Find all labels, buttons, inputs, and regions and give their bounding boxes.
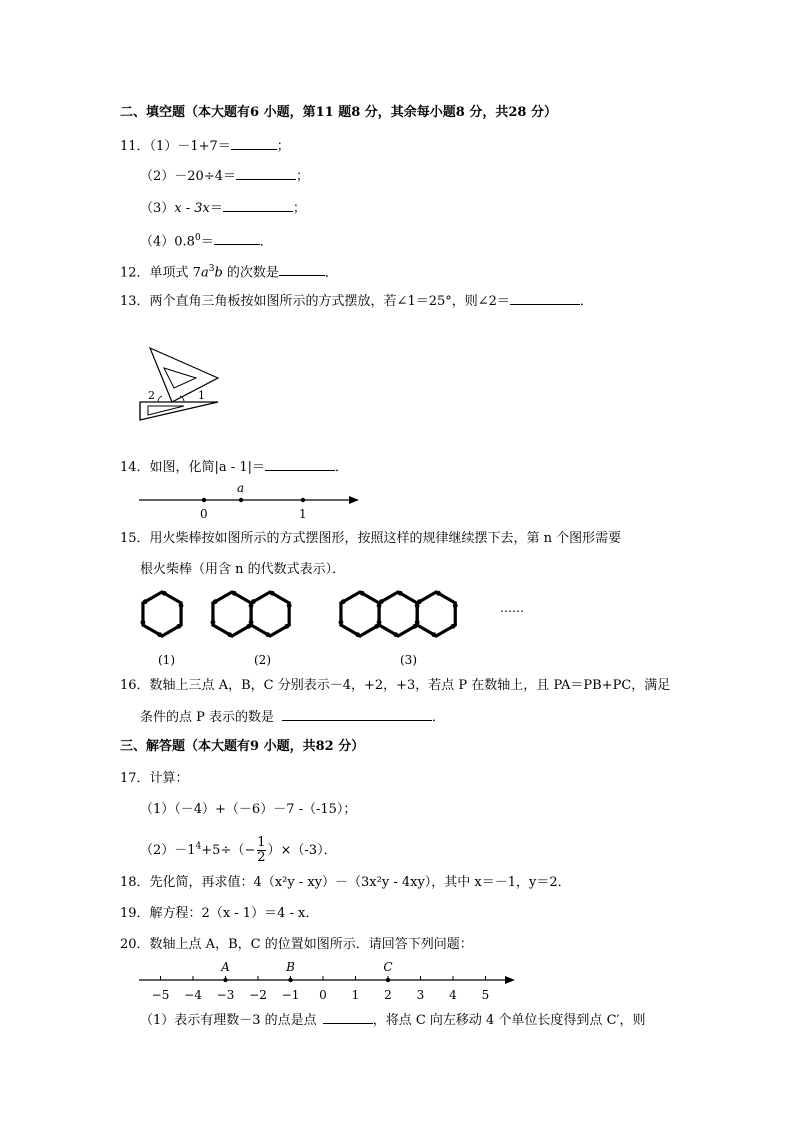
q20-text: 数轴上点 A，B，C 的位置如图所示．请回答下列问题： bbox=[149, 937, 473, 952]
upper-set-square-inner bbox=[164, 368, 196, 388]
q11-part3-eq: ＝ bbox=[209, 201, 223, 216]
fig-label-1: (1) bbox=[158, 653, 175, 667]
q11-part1-end: ； bbox=[276, 139, 290, 154]
q16-line1-text: 数轴上三点 A，B，C 分别表示－4，+2，+3，若点 P 在数轴上，且 PA＝PB+PC，满足 bbox=[149, 678, 671, 693]
matchstick-head bbox=[453, 603, 458, 608]
q20-part1-blank[interactable] bbox=[323, 1010, 373, 1024]
q20-number: 20． bbox=[120, 937, 150, 952]
q12-end: ． bbox=[324, 265, 338, 281]
q17-fraction-denominator: 2 bbox=[257, 850, 266, 865]
q11-part4-exponent: 0 bbox=[194, 233, 201, 243]
q20-point-label-a: A bbox=[221, 960, 230, 974]
matchstick-head bbox=[249, 620, 254, 625]
angle-2-arc bbox=[158, 396, 162, 402]
q11-part1 bbox=[120, 136, 290, 156]
q20-part1 bbox=[140, 1010, 645, 1030]
q20-tick-label: 2 bbox=[384, 988, 392, 1002]
q18-number: 18． bbox=[120, 875, 150, 890]
section-3-heading: 三、解答题（本大题有9 小题，共82 分） bbox=[120, 739, 365, 754]
matchstick-head bbox=[227, 632, 232, 637]
q12-text-a: 单项式 7 bbox=[149, 265, 201, 281]
q13-number: 13． bbox=[120, 294, 150, 309]
q17-text: 计算： bbox=[149, 771, 189, 786]
q19-text: 解方程：2（x - 1）＝4 - x． bbox=[149, 906, 319, 921]
matchstick-head bbox=[143, 599, 148, 604]
matchstick-head bbox=[379, 599, 384, 604]
q11-part2-text: （2）－20÷4＝ bbox=[140, 169, 236, 184]
angle-2-label: 2 bbox=[148, 389, 155, 402]
q11-part1-blank[interactable] bbox=[231, 136, 277, 150]
q17-part2-c: ）×（-3）． bbox=[267, 843, 337, 858]
q16-number: 16． bbox=[120, 678, 150, 693]
q11-part4 bbox=[140, 229, 273, 251]
q20-axis-arrow bbox=[505, 976, 515, 984]
matchstick-head bbox=[417, 599, 422, 604]
matchstick-hexagons bbox=[141, 591, 458, 637]
q17-part2-b: +5÷（− bbox=[201, 843, 256, 858]
q12-number: 12． bbox=[120, 265, 150, 281]
q11-part2-blank[interactable] bbox=[236, 166, 296, 180]
q11-part3-end: ； bbox=[292, 201, 306, 216]
q11-part2-end: ； bbox=[295, 169, 309, 184]
q15-matchstick-figures bbox=[128, 582, 548, 672]
q15-line1-text: 用火柴棒按如图所示的方式摆图形，按照这样的规律继续摆下去，第 n 个图形需要 bbox=[149, 531, 622, 546]
matchstick-head bbox=[265, 632, 270, 637]
fig-label-3: (3) bbox=[400, 653, 417, 667]
q20-tick-label: −5 bbox=[151, 988, 170, 1002]
q17-part2 bbox=[140, 836, 337, 865]
q11-part2 bbox=[140, 166, 309, 186]
q12-var-a: a bbox=[200, 265, 209, 281]
q15-line2: 根火柴棒（用含 n 的代数式表示）． bbox=[140, 562, 346, 577]
q16-line1 bbox=[120, 677, 670, 695]
matchstick-head bbox=[157, 632, 162, 637]
q20-tick-label: −2 bbox=[249, 988, 267, 1002]
fig-label-2: (2) bbox=[254, 653, 271, 667]
q14-blank[interactable] bbox=[265, 457, 335, 471]
q20-tick-label: −4 bbox=[184, 988, 202, 1002]
q14-point-1 bbox=[301, 498, 305, 502]
q16-line2-text: 条件的点 P 表示的数是 bbox=[140, 710, 275, 725]
q20-tick-label: 4 bbox=[449, 988, 457, 1002]
q17-part2-a: （2）－1 bbox=[140, 843, 196, 858]
q20-point-label-b: B bbox=[286, 960, 295, 974]
matchstick-head bbox=[398, 591, 403, 596]
q12-text-b: 的次数是 bbox=[222, 265, 279, 281]
q19-number: 19． bbox=[120, 906, 150, 921]
q20-tick-label: 3 bbox=[416, 988, 425, 1002]
q20-point-c bbox=[386, 978, 390, 982]
matchstick-head bbox=[141, 620, 146, 625]
q20-tick-label: 0 bbox=[319, 988, 327, 1002]
q20-point-a bbox=[223, 978, 227, 982]
matchstick-head bbox=[360, 591, 365, 596]
matchstick-head bbox=[270, 591, 275, 596]
q20-tick-label: 5 bbox=[481, 988, 490, 1002]
q11-part3 bbox=[140, 198, 306, 218]
matchstick-head bbox=[179, 603, 184, 608]
matchstick-head bbox=[355, 632, 360, 637]
matchstick-head bbox=[162, 591, 167, 596]
q11-part3-label: （3） bbox=[140, 201, 175, 216]
q13-blank[interactable] bbox=[510, 291, 580, 305]
q14-point-a bbox=[239, 498, 243, 502]
q12-var-b: b bbox=[214, 265, 223, 281]
q20-tick-label: −1 bbox=[281, 988, 300, 1002]
q14-point-0 bbox=[202, 498, 206, 502]
q11-part4-eq: ＝ bbox=[200, 234, 214, 250]
q19 bbox=[120, 905, 318, 923]
q17-part1: （1）（－4）+（－6）－7 -（-15）； bbox=[140, 802, 357, 817]
q15-line1 bbox=[120, 530, 621, 548]
q16-blank[interactable] bbox=[282, 707, 432, 721]
q11-part3-expr: x - 3x bbox=[174, 201, 210, 216]
q20 bbox=[120, 936, 473, 954]
q14-number: 14． bbox=[120, 460, 150, 475]
q14-label-a: a bbox=[237, 481, 245, 495]
q20-point-label-c: C bbox=[383, 960, 393, 974]
matchstick-head bbox=[251, 599, 256, 604]
matchstick-head bbox=[393, 632, 398, 637]
matchstick-head bbox=[415, 620, 420, 625]
q20-point-b bbox=[288, 978, 292, 982]
q11-part3-blank[interactable] bbox=[223, 198, 293, 212]
q11-part4-end: ． bbox=[259, 234, 273, 250]
q14-text: 如图，化简|a - 1|＝ bbox=[149, 460, 265, 475]
q11-number: 11． bbox=[120, 139, 150, 154]
q13-text: 两个直角三角板按如图所示的方式摆放，若∠1＝25°，则∠2＝ bbox=[149, 294, 510, 309]
q20-tick-label: 1 bbox=[351, 988, 360, 1002]
q17 bbox=[120, 770, 189, 788]
q16-end: ． bbox=[432, 710, 446, 725]
q11-part4-blank[interactable] bbox=[214, 231, 260, 245]
q20-part1-a: （1）表示有理数－3 的点是点 bbox=[140, 1013, 317, 1028]
q14-label-1: 1 bbox=[299, 507, 307, 521]
matchstick-head bbox=[287, 603, 292, 608]
q14-number-line bbox=[135, 478, 365, 522]
upper-set-square-outer bbox=[150, 348, 218, 402]
q18 bbox=[120, 874, 571, 892]
fig-ellipsis: …… bbox=[500, 601, 524, 615]
q12-blank[interactable] bbox=[279, 262, 325, 276]
q20-number-line bbox=[135, 958, 525, 1006]
matchstick-head bbox=[213, 599, 218, 604]
q16-line2 bbox=[140, 707, 445, 727]
q17-part2-exponent: 4 bbox=[195, 841, 202, 852]
q20-tick-label: −3 bbox=[216, 988, 235, 1002]
q20-points bbox=[220, 960, 392, 982]
matchstick-head bbox=[211, 620, 216, 625]
matchstick-head bbox=[339, 620, 344, 625]
q13-triangles-figure bbox=[132, 340, 232, 424]
lower-set-square-outer bbox=[140, 402, 218, 420]
q17-fraction-numerator: 1 bbox=[257, 835, 266, 850]
q12 bbox=[120, 260, 338, 282]
matchstick-head bbox=[341, 599, 346, 604]
q17-fraction bbox=[257, 836, 265, 865]
q14-axis-arrow bbox=[349, 496, 359, 504]
q15-number: 15． bbox=[120, 531, 150, 546]
q11-part1-text: （1）－1+7＝ bbox=[149, 139, 231, 154]
q17-number: 17． bbox=[120, 771, 150, 786]
q14-label-0: 0 bbox=[200, 507, 208, 521]
matchstick-head bbox=[377, 620, 382, 625]
angle-1-label: 1 bbox=[198, 389, 205, 402]
q12-exponent: 3 bbox=[208, 264, 215, 274]
q18-text: 先化简，再求值：4（x²y - xy）－（3x²y - 4xy），其中 x＝－1，y＝2． bbox=[149, 875, 571, 890]
q20-part1-b: ，将点 C 向左移动 4 个单位长度得到点 C′，则 bbox=[372, 1013, 646, 1028]
q14 bbox=[120, 457, 348, 477]
matchstick-head bbox=[432, 632, 437, 637]
matchstick-head bbox=[436, 591, 441, 596]
q11-part4-text: （4）0.8 bbox=[140, 234, 195, 250]
q13-end: ． bbox=[579, 294, 593, 309]
section-2-heading: 二、填空题（本大题有6 小题，第11 题8 分，其余每小题8 分，共28 分） bbox=[120, 105, 557, 120]
q13 bbox=[120, 291, 593, 311]
q14-end: ． bbox=[335, 460, 349, 475]
matchstick-head bbox=[232, 591, 237, 596]
